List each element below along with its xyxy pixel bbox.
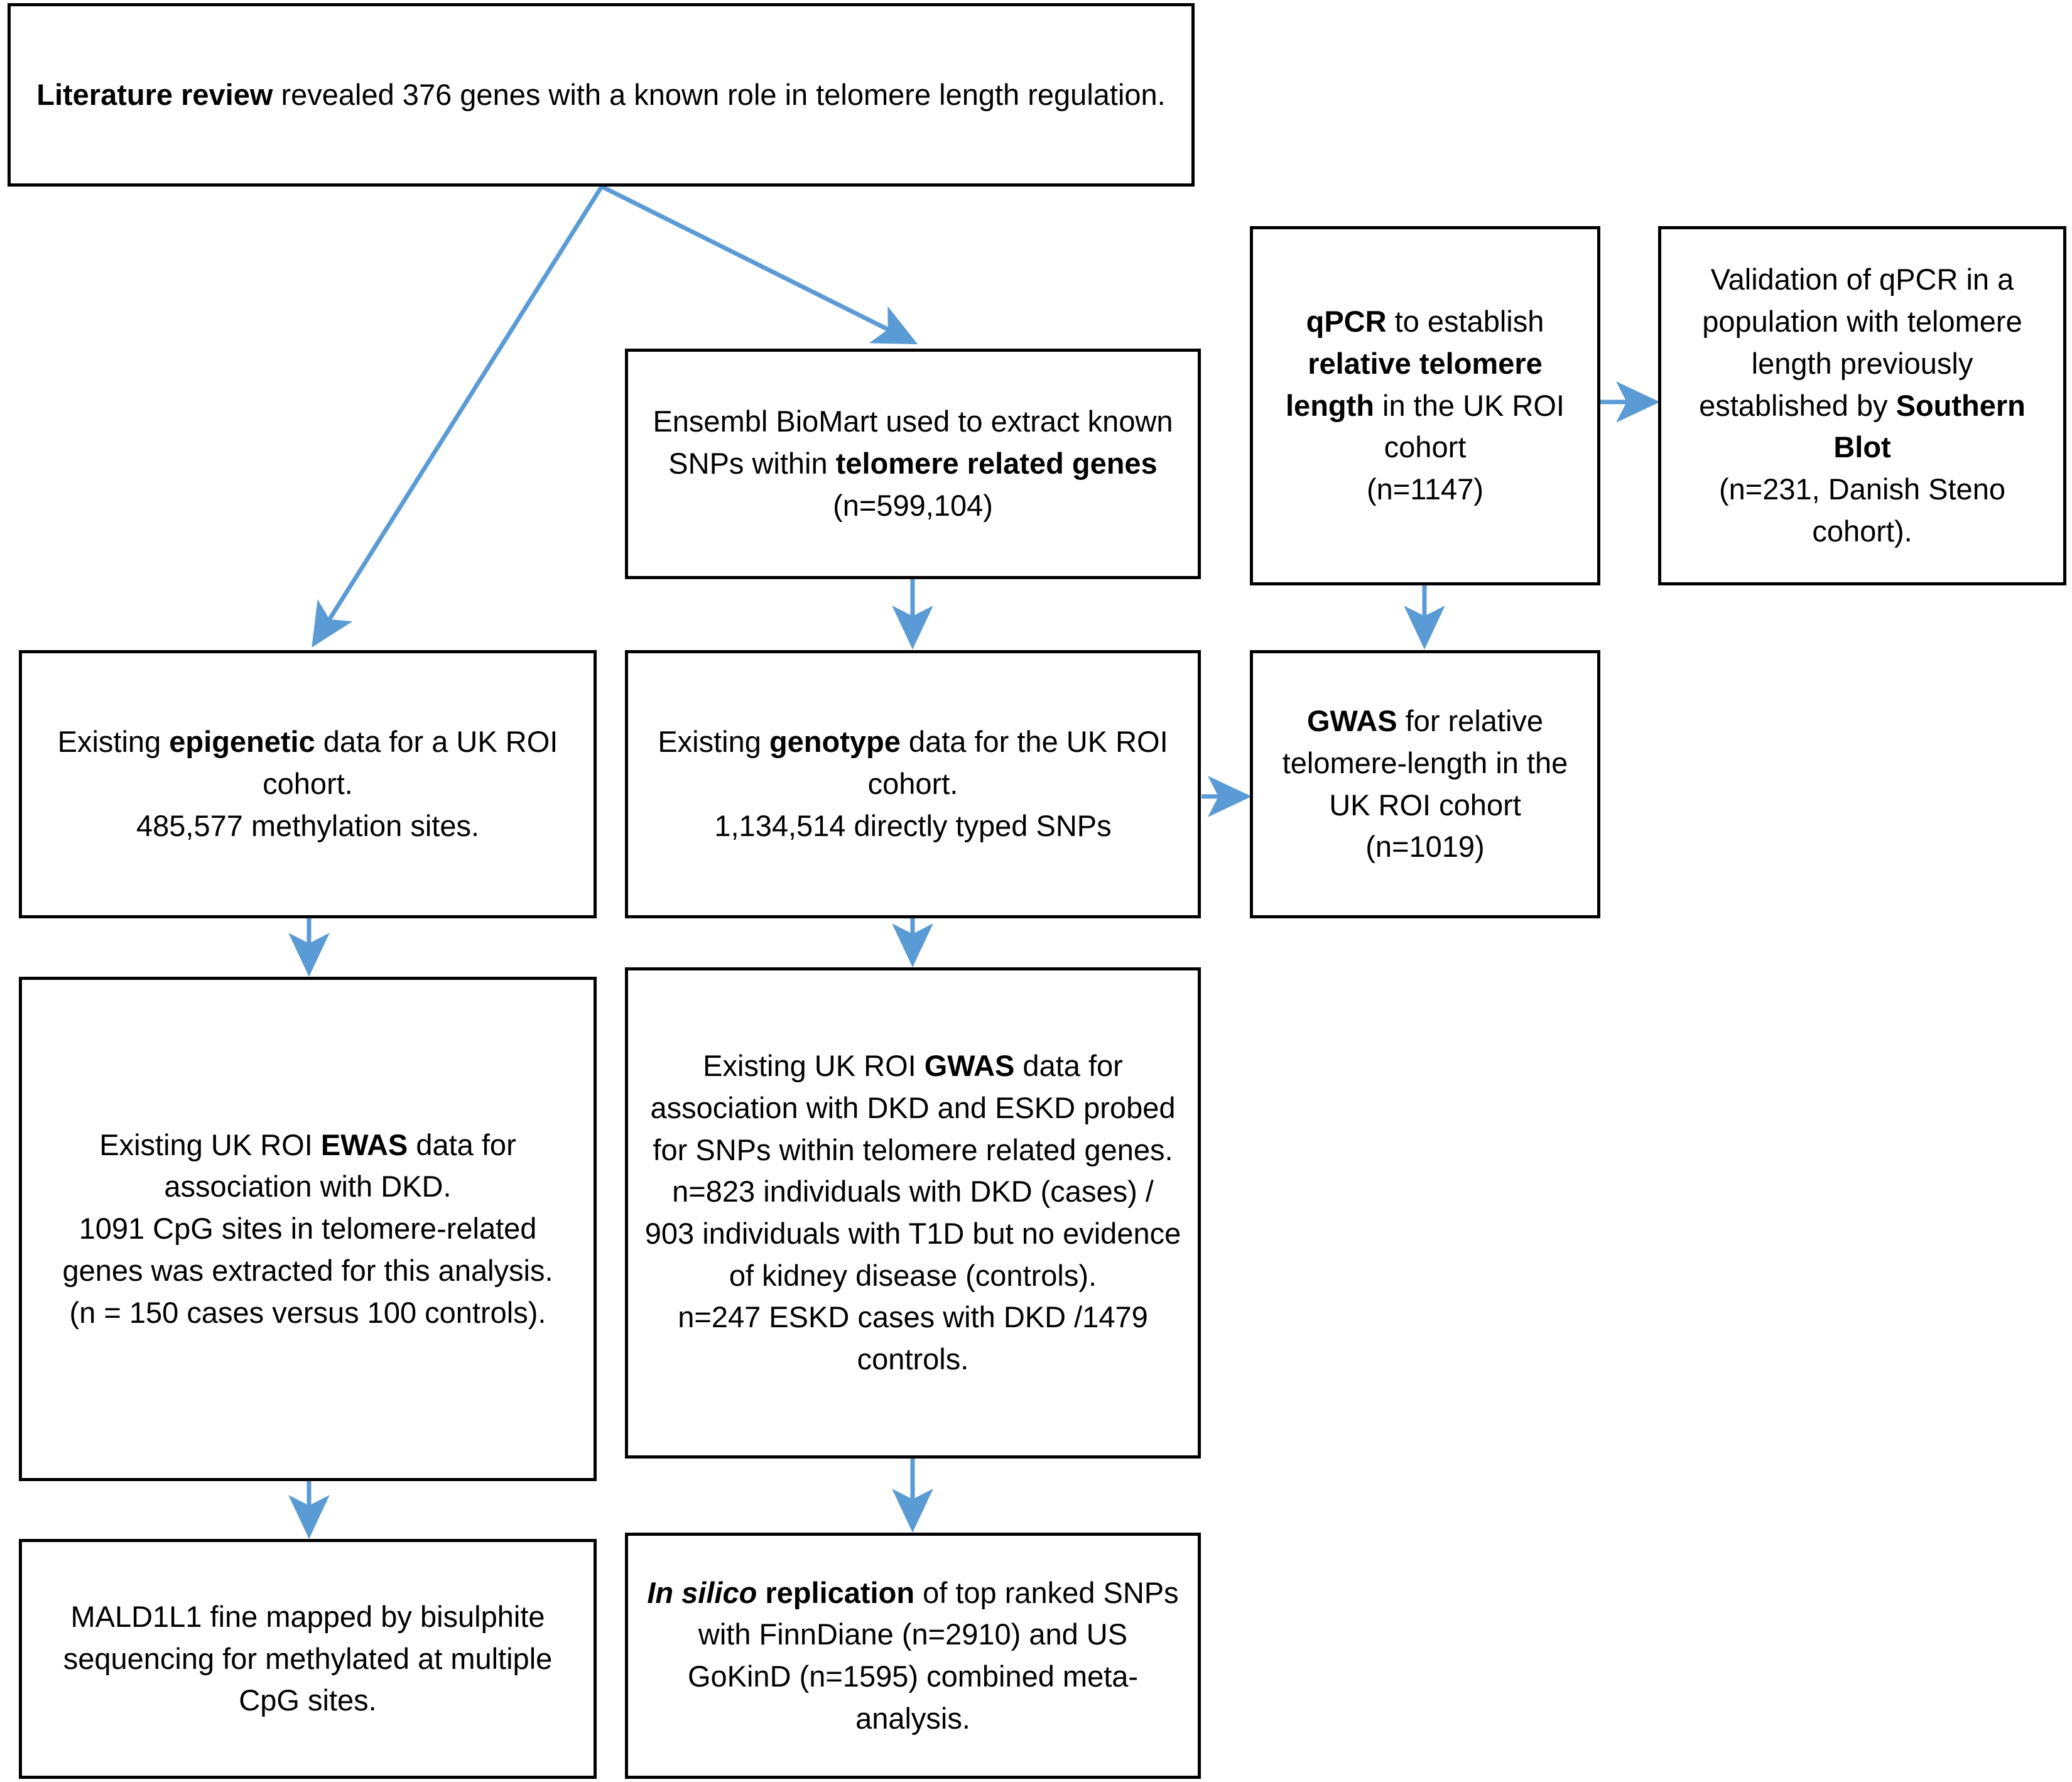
box-literature-review[interactable]: [8, 3, 1195, 187]
qpcr-sample-count: (n=1147): [1367, 472, 1483, 506]
gwas-label: GWAS: [1306, 704, 1397, 738]
qpcr-cohort: in the UK ROI cohort: [1374, 388, 1565, 464]
mald1l1-text: MALD1L1 fine mapped by bisulphite sequencing for methylated at multiple CpG sites.: [63, 1599, 553, 1717]
epigenetic-text-part2: data for a UK ROI cohort.: [263, 725, 558, 801]
in-silico-replication-label: replication: [757, 1575, 915, 1609]
epigenetic-methylation-sites: 485,577 methylation sites.: [136, 808, 480, 842]
box-ewas-data[interactable]: [19, 977, 597, 1481]
arrow-literature-to-epigenetic: [314, 187, 602, 644]
box-gwas-telomere-length[interactable]: [1250, 650, 1600, 918]
arrow-literature-to-biomart: [602, 187, 914, 342]
box-gwas-dkd-eskd-data[interactable]: [625, 967, 1201, 1459]
box-in-silico-replication[interactable]: [625, 1533, 1201, 1779]
box-genotype-data[interactable]: [625, 650, 1201, 918]
gwas-text-part2: for relative telomere-length in the UK ROI cohort: [1282, 704, 1568, 822]
genotype-snp-count: 1,134,514 directly typed SNPs: [714, 808, 1112, 842]
qpcr-relative-telomere-length: relative telomere length: [1286, 346, 1543, 422]
box-qpcr[interactable]: [1250, 226, 1600, 585]
genotype-text-part2: data for the UK ROI cohort.: [867, 725, 1168, 801]
gwas-sample-count: (n=1019): [1365, 830, 1485, 864]
validation-text-part1: Validation of qPCR in a population with telomere length previously established by: [1699, 263, 2022, 422]
box-epigenetic-data[interactable]: [19, 650, 597, 918]
qpcr-label: qPCR: [1306, 305, 1387, 339]
biomart-telomere-related-genes: telomere related genes: [835, 447, 1158, 481]
genotype-text-part1: Existing: [658, 725, 769, 759]
ewas-case-control-count: (n = 150 cases versus 100 controls).: [69, 1295, 546, 1329]
epigenetic-label: epigenetic: [169, 725, 315, 759]
ewas-text-part1: Existing UK ROI: [99, 1127, 321, 1161]
box-mald1l1-fine-mapping[interactable]: [19, 1539, 597, 1779]
ewas-label: EWAS: [320, 1127, 408, 1161]
genotype-label: genotype: [769, 725, 901, 759]
gwasdata-eskd-counts: n=247 ESKD cases with DKD /1479 controls.: [678, 1300, 1148, 1376]
biomart-text-part1: Ensembl BioMart used to extract known SNPs within: [653, 405, 1173, 481]
in-silico-text-part2: of top ranked SNPs with FinnDiane (n=2910) and US GoKinD (n=1595) combined meta-analysis.: [687, 1575, 1179, 1735]
ewas-text-part2: data for association with DKD.: [164, 1127, 516, 1203]
in-silico-label: In silico: [647, 1575, 757, 1609]
epigenetic-text-part1: Existing: [57, 725, 170, 759]
biomart-text-part2: (n=599,104): [833, 488, 993, 522]
literature-review-body: revealed 376 genes with a known role in telomere length regulation.: [273, 77, 1166, 111]
box-validation[interactable]: [1658, 226, 2066, 585]
gwasdata-dkd-counts: n=823 individuals with DKD (cases) / 903 individuals with T1D but no evidence of kidney disease (controls).: [644, 1175, 1181, 1292]
validation-sample-count: (n=231, Danish Steno cohort).: [1719, 472, 2005, 548]
gwasdata-label: GWAS: [924, 1049, 1015, 1083]
qpcr-mid: to establish: [1386, 305, 1544, 339]
ewas-cpg-sites: 1091 CpG sites in telomere-related genes was extracted for this analysis.: [62, 1212, 553, 1287]
literature-review-lead: Literature review: [36, 77, 273, 111]
validation-southern-blot: Southern Blot: [1833, 388, 2026, 464]
box-ensembl-biomart[interactable]: [625, 349, 1201, 579]
gwasdata-text-part1: Existing UK ROI: [703, 1049, 925, 1083]
gwasdata-text-part2: data for association with DKD and ESKD probed for SNPs within telomere related genes.: [650, 1049, 1176, 1166]
